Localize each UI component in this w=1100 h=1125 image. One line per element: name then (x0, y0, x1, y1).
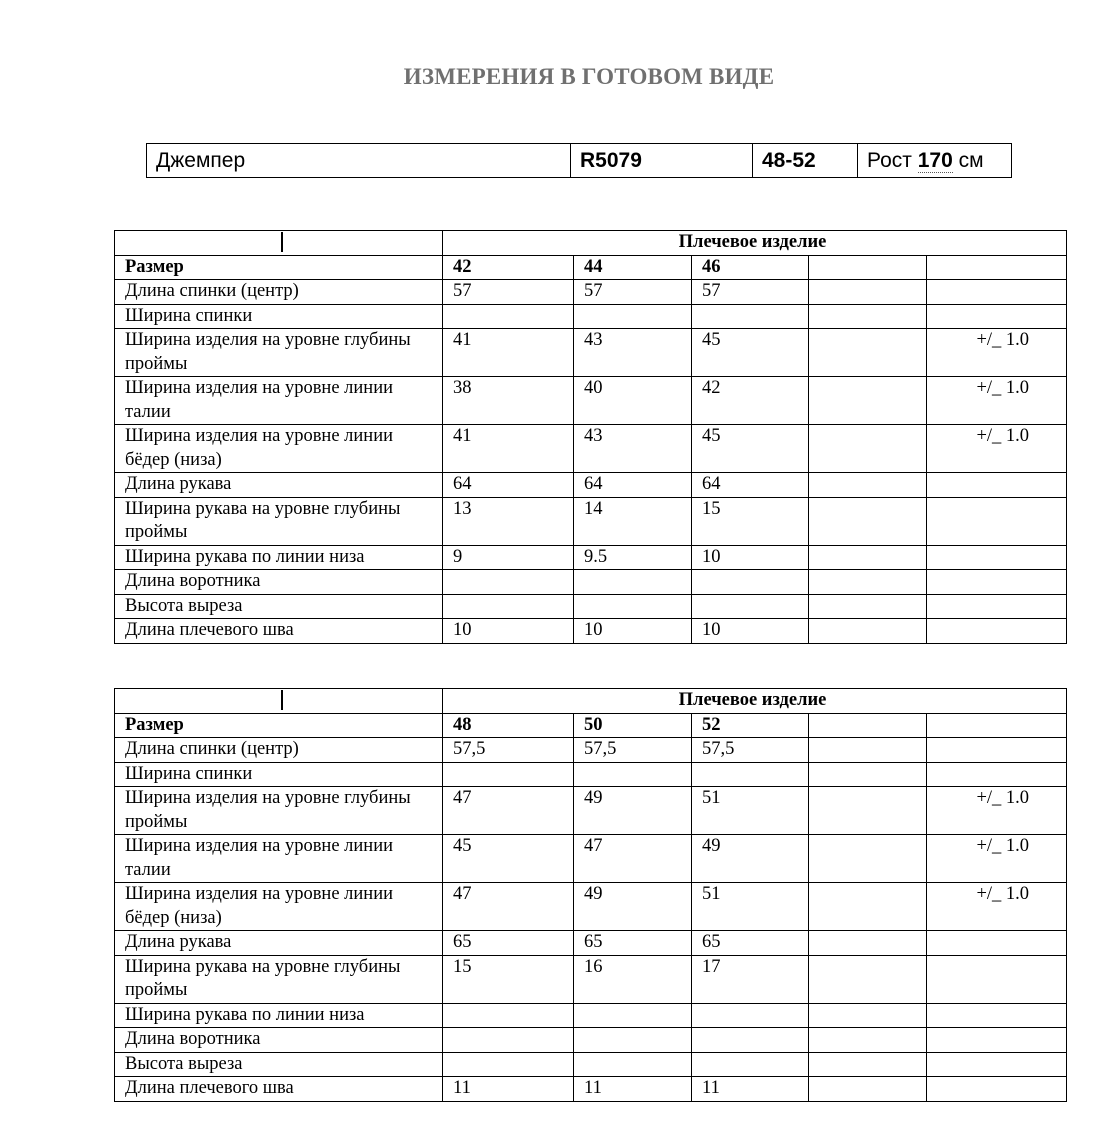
tolerance-value (927, 738, 1067, 763)
measurement-value: 11 (692, 1077, 809, 1102)
tolerance-value (927, 545, 1067, 570)
product-name: Джемпер (147, 144, 571, 178)
table-row (115, 280, 1067, 305)
product-height (858, 144, 1012, 178)
tolerance-value: +/_ 1.0 (927, 329, 1067, 377)
table-row (115, 377, 1067, 425)
measurement-label: Длина плечевого шва (115, 619, 443, 644)
measurement-value (443, 594, 574, 619)
measurement-value: 10 (692, 619, 809, 644)
measurement-value: 65 (443, 931, 574, 956)
measurement-value: 41 (443, 329, 574, 377)
table-row (115, 883, 1067, 931)
height-unit: см (958, 148, 984, 172)
table-row (115, 835, 1067, 883)
measurement-value: 57,5 (443, 738, 574, 763)
empty-cell (809, 497, 927, 545)
table-row (115, 955, 1067, 1003)
empty-cell (809, 1077, 927, 1102)
measurement-value (574, 594, 692, 619)
measurement-value: 45 (443, 835, 574, 883)
tolerance-value (927, 1052, 1067, 1077)
measurement-value (443, 1052, 574, 1077)
measurement-value: 49 (692, 835, 809, 883)
tolerance-value (927, 955, 1067, 1003)
measurement-value: 15 (692, 497, 809, 545)
measurement-value: 49 (574, 787, 692, 835)
tolerance-value (927, 1028, 1067, 1053)
measurement-value: 51 (692, 883, 809, 931)
measurement-value: 57 (574, 280, 692, 305)
measurement-value (443, 1028, 574, 1053)
empty-cell (809, 377, 927, 425)
empty-cell (809, 1028, 927, 1053)
table-row (115, 619, 1067, 644)
empty-cell (927, 713, 1067, 738)
measurement-label: Ширина изделия на уровне линии талии (115, 835, 443, 883)
size-header-cell: 50 (574, 713, 692, 738)
measurement-value: 57,5 (692, 738, 809, 763)
measurement-value: 57 (692, 280, 809, 305)
table-row (115, 762, 1067, 787)
empty-cell (809, 425, 927, 473)
measurement-label: Ширина рукава по линии низа (115, 1003, 443, 1028)
measurement-value (574, 1052, 692, 1077)
empty-cell (115, 231, 443, 256)
measurement-value (574, 570, 692, 595)
empty-cell (809, 955, 927, 1003)
size-header-cell: 52 (692, 713, 809, 738)
tolerance-value (927, 304, 1067, 329)
size-header-row (115, 713, 1067, 738)
measurement-label: Длина плечевого шва (115, 1077, 443, 1102)
measurement-value (692, 1003, 809, 1028)
empty-cell (809, 1052, 927, 1077)
table-row (115, 594, 1067, 619)
table-row (115, 931, 1067, 956)
measurement-value (574, 304, 692, 329)
measurement-label: Длина воротника (115, 570, 443, 595)
measurement-value: 10 (443, 619, 574, 644)
measurement-value: 16 (574, 955, 692, 1003)
measurement-value: 45 (692, 425, 809, 473)
empty-cell (809, 594, 927, 619)
empty-cell (809, 713, 927, 738)
empty-cell (809, 787, 927, 835)
measurement-value: 42 (692, 377, 809, 425)
empty-cell (809, 280, 927, 305)
size-header-label: Размер (115, 255, 443, 280)
measurement-value: 9 (443, 545, 574, 570)
table-row (115, 1003, 1067, 1028)
tolerance-value (927, 619, 1067, 644)
table-row (115, 497, 1067, 545)
measurement-label: Высота выреза (115, 594, 443, 619)
measurement-value: 49 (574, 883, 692, 931)
measurement-value: 64 (574, 473, 692, 498)
measurement-label: Ширина изделия на уровне глубины проймы (115, 787, 443, 835)
measurement-value (692, 762, 809, 787)
measurement-value: 43 (574, 425, 692, 473)
measurement-label: Ширина рукава на уровне глубины проймы (115, 955, 443, 1003)
measurement-label: Длина воротника (115, 1028, 443, 1053)
measurement-value: 41 (443, 425, 574, 473)
measurement-value: 47 (443, 883, 574, 931)
measurement-value: 11 (443, 1077, 574, 1102)
group-header-row (115, 231, 1067, 256)
measurement-value (574, 1003, 692, 1028)
measurement-value: 9.5 (574, 545, 692, 570)
size-header-cell: 42 (443, 255, 574, 280)
group-label: Плечевое изделие (443, 689, 1067, 714)
measurement-value: 40 (574, 377, 692, 425)
measurement-value: 13 (443, 497, 574, 545)
empty-cell (809, 883, 927, 931)
empty-cell (809, 304, 927, 329)
measurement-value (443, 762, 574, 787)
measurement-label: Ширина изделия на уровне линии талии (115, 377, 443, 425)
size-header-cell: 46 (692, 255, 809, 280)
size-header-cell: 44 (574, 255, 692, 280)
measurement-label: Ширина изделия на уровне линии бёдер (низа) (115, 425, 443, 473)
empty-cell (809, 473, 927, 498)
measurement-value: 17 (692, 955, 809, 1003)
empty-cell (809, 255, 927, 280)
product-info-table (146, 143, 1012, 178)
measurement-value: 64 (692, 473, 809, 498)
table-row (115, 425, 1067, 473)
measurement-value (692, 594, 809, 619)
empty-cell (115, 689, 443, 714)
tolerance-value (927, 931, 1067, 956)
empty-cell (809, 762, 927, 787)
measurement-value: 65 (692, 931, 809, 956)
size-header-row (115, 255, 1067, 280)
measurement-value: 57,5 (574, 738, 692, 763)
tolerance-value (927, 280, 1067, 305)
product-size-range: 48-52 (753, 144, 858, 178)
measurement-label: Ширина рукава на уровне глубины проймы (115, 497, 443, 545)
measurement-value: 57 (443, 280, 574, 305)
table-row (115, 787, 1067, 835)
measurement-label: Длина спинки (центр) (115, 738, 443, 763)
tolerance-value: +/_ 1.0 (927, 883, 1067, 931)
empty-cell (809, 619, 927, 644)
tolerance-value (927, 594, 1067, 619)
tolerance-value (927, 570, 1067, 595)
measurement-value: 65 (574, 931, 692, 956)
tolerance-value (927, 497, 1067, 545)
height-value: 170 (917, 148, 953, 172)
table-row (115, 738, 1067, 763)
group-header-row (115, 689, 1067, 714)
empty-cell (809, 931, 927, 956)
empty-cell (809, 738, 927, 763)
table-row (115, 329, 1067, 377)
measurement-value (574, 1028, 692, 1053)
measurement-value: 47 (443, 787, 574, 835)
size-header-cell: 48 (443, 713, 574, 738)
tolerance-value (927, 473, 1067, 498)
measurement-value (574, 762, 692, 787)
measurement-label: Высота выреза (115, 1052, 443, 1077)
table-row (115, 473, 1067, 498)
measurement-value: 15 (443, 955, 574, 1003)
measurement-label: Длина рукава (115, 931, 443, 956)
measurement-label: Ширина рукава по линии низа (115, 545, 443, 570)
measurement-label: Длина рукава (115, 473, 443, 498)
table-row (115, 1052, 1067, 1077)
measurement-value: 47 (574, 835, 692, 883)
table-row (115, 545, 1067, 570)
height-label: Рост (867, 148, 912, 172)
measurements-table (114, 230, 1067, 644)
tolerance-value: +/_ 1.0 (927, 787, 1067, 835)
measurement-value (692, 1052, 809, 1077)
measurement-value: 10 (574, 619, 692, 644)
measurement-value: 10 (692, 545, 809, 570)
product-info-row (147, 144, 1012, 178)
measurement-label: Ширина спинки (115, 304, 443, 329)
product-code: R5079 (571, 144, 753, 178)
table-row (115, 1077, 1067, 1102)
tolerance-value: +/_ 1.0 (927, 425, 1067, 473)
tolerance-value: +/_ 1.0 (927, 835, 1067, 883)
size-header-label: Размер (115, 713, 443, 738)
table-row (115, 1028, 1067, 1053)
measurement-value: 38 (443, 377, 574, 425)
measurement-value (692, 570, 809, 595)
measurement-label: Длина спинки (центр) (115, 280, 443, 305)
empty-cell (809, 545, 927, 570)
empty-cell (927, 255, 1067, 280)
measurement-value: 14 (574, 497, 692, 545)
group-label: Плечевое изделие (443, 231, 1067, 256)
measurement-value (443, 1003, 574, 1028)
tolerance-value (927, 1003, 1067, 1028)
tolerance-value (927, 1077, 1067, 1102)
measurement-value (692, 304, 809, 329)
table-row (115, 570, 1067, 595)
measurements-table (114, 688, 1067, 1102)
tolerance-value: +/_ 1.0 (927, 377, 1067, 425)
empty-cell (809, 1003, 927, 1028)
measurement-label: Ширина изделия на уровне глубины проймы (115, 329, 443, 377)
empty-cell (809, 570, 927, 595)
measurement-label: Ширина спинки (115, 762, 443, 787)
table-row (115, 304, 1067, 329)
measurement-value: 64 (443, 473, 574, 498)
measurement-value (692, 1028, 809, 1053)
tolerance-value (927, 762, 1067, 787)
measurement-value: 43 (574, 329, 692, 377)
measurement-value: 11 (574, 1077, 692, 1102)
measurement-label: Ширина изделия на уровне линии бёдер (низа) (115, 883, 443, 931)
empty-cell (809, 329, 927, 377)
measurement-value (443, 570, 574, 595)
measurement-value: 45 (692, 329, 809, 377)
page-title: ИЗМЕРЕНИЯ В ГОТОВОМ ВИДЕ (403, 64, 775, 89)
measurement-value: 51 (692, 787, 809, 835)
measurement-value (443, 304, 574, 329)
empty-cell (809, 835, 927, 883)
